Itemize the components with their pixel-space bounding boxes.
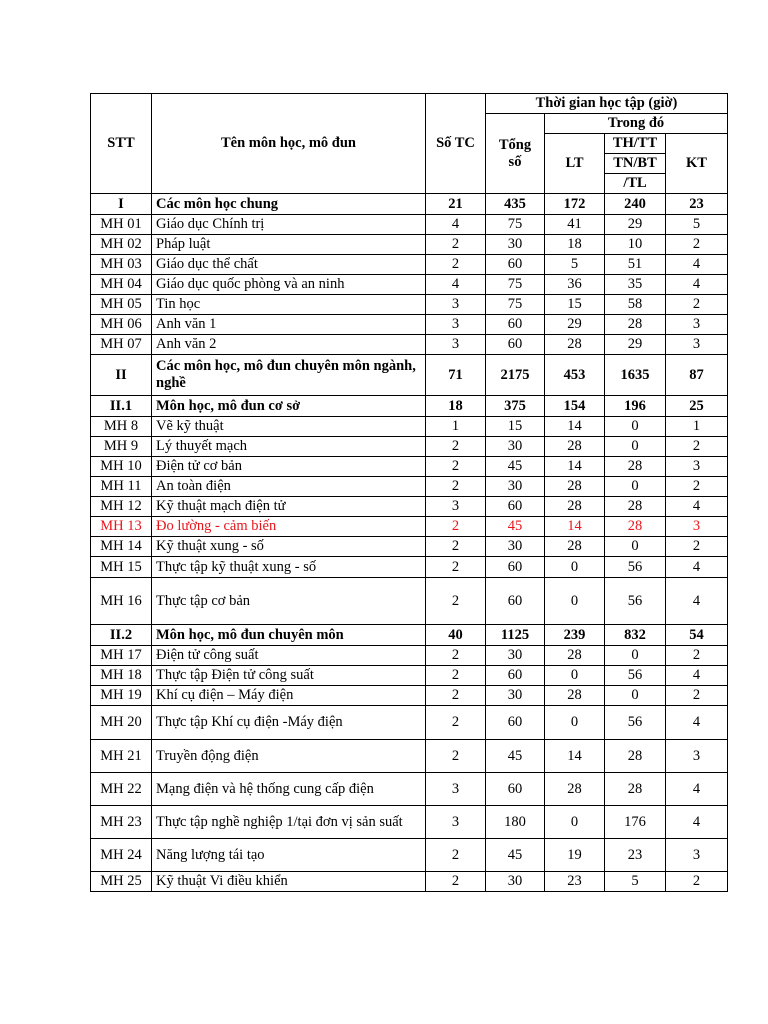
row-total-hours: 60 bbox=[486, 255, 545, 275]
row-credits: 3 bbox=[426, 315, 486, 335]
row-credits: 18 bbox=[426, 396, 486, 417]
row-credits: 2 bbox=[426, 646, 486, 666]
table-row bbox=[91, 537, 728, 557]
row-credits: 2 bbox=[426, 235, 486, 255]
row-th-hours: 832 bbox=[605, 625, 666, 646]
row-subject-name: Tin học bbox=[152, 295, 426, 315]
row-credits: 2 bbox=[426, 740, 486, 773]
row-subject-name: Giáo dục Chính trị bbox=[152, 215, 426, 235]
row-credits: 3 bbox=[426, 773, 486, 806]
table-row bbox=[91, 806, 728, 839]
row-total-hours: 60 bbox=[486, 335, 545, 355]
row-credits: 3 bbox=[426, 295, 486, 315]
table-row bbox=[91, 839, 728, 872]
row-credits: 2 bbox=[426, 666, 486, 686]
row-lt-hours: 14 bbox=[545, 517, 605, 537]
row-subject-name: Thực tập Điện tử công suất bbox=[152, 666, 426, 686]
row-credits: 2 bbox=[426, 686, 486, 706]
row-subject-name: Giáo dục quốc phòng và an ninh bbox=[152, 275, 426, 295]
row-stt: MH 15 bbox=[91, 557, 152, 578]
table-row bbox=[91, 557, 728, 578]
row-kt-hours: 1 bbox=[666, 417, 728, 437]
row-stt: MH 19 bbox=[91, 686, 152, 706]
table-row bbox=[91, 740, 728, 773]
row-total-hours: 375 bbox=[486, 396, 545, 417]
row-subject-name: Kỹ thuật xung - số bbox=[152, 537, 426, 557]
row-th-hours: 56 bbox=[605, 666, 666, 686]
row-kt-hours: 87 bbox=[666, 355, 728, 396]
header-stt: STT bbox=[91, 94, 152, 194]
row-subject-name: Anh văn 2 bbox=[152, 335, 426, 355]
row-lt-hours: 0 bbox=[545, 666, 605, 686]
header-subject-name: Tên môn học, mô đun bbox=[152, 94, 426, 194]
table-row bbox=[91, 666, 728, 686]
row-th-hours: 56 bbox=[605, 578, 666, 625]
header-lt: LT bbox=[545, 134, 605, 194]
row-lt-hours: 19 bbox=[545, 839, 605, 872]
row-th-hours: 28 bbox=[605, 517, 666, 537]
row-total-hours: 1125 bbox=[486, 625, 545, 646]
row-th-hours: 0 bbox=[605, 437, 666, 457]
row-credits: 2 bbox=[426, 557, 486, 578]
row-kt-hours: 3 bbox=[666, 457, 728, 477]
row-stt: MH 8 bbox=[91, 417, 152, 437]
table-row bbox=[91, 625, 728, 646]
row-stt: MH 07 bbox=[91, 335, 152, 355]
row-total-hours: 2175 bbox=[486, 355, 545, 396]
row-th-hours: 0 bbox=[605, 417, 666, 437]
row-th-hours: 0 bbox=[605, 646, 666, 666]
row-credits: 3 bbox=[426, 806, 486, 839]
row-subject-name: Môn học, mô đun chuyên môn bbox=[152, 625, 426, 646]
row-th-hours: 28 bbox=[605, 773, 666, 806]
row-th-hours: 0 bbox=[605, 686, 666, 706]
row-subject-name: Mạng điện và hệ thống cung cấp điện bbox=[152, 773, 426, 806]
row-th-hours: 35 bbox=[605, 275, 666, 295]
row-credits: 2 bbox=[426, 839, 486, 872]
row-stt: MH 23 bbox=[91, 806, 152, 839]
row-total-hours: 30 bbox=[486, 646, 545, 666]
header-th-line3: /TL bbox=[605, 174, 666, 194]
table-row bbox=[91, 355, 728, 396]
row-stt: MH 04 bbox=[91, 275, 152, 295]
row-kt-hours: 4 bbox=[666, 666, 728, 686]
row-kt-hours: 4 bbox=[666, 255, 728, 275]
row-lt-hours: 29 bbox=[545, 315, 605, 335]
row-subject-name: Lý thuyết mạch bbox=[152, 437, 426, 457]
row-kt-hours: 3 bbox=[666, 740, 728, 773]
table-row bbox=[91, 497, 728, 517]
row-stt: MH 02 bbox=[91, 235, 152, 255]
row-total-hours: 180 bbox=[486, 806, 545, 839]
row-subject-name: Thực tập kỹ thuật xung - số bbox=[152, 557, 426, 578]
row-credits: 2 bbox=[426, 255, 486, 275]
table-row bbox=[91, 417, 728, 437]
row-lt-hours: 28 bbox=[545, 497, 605, 517]
row-kt-hours: 4 bbox=[666, 806, 728, 839]
row-stt: MH 9 bbox=[91, 437, 152, 457]
row-total-hours: 60 bbox=[486, 666, 545, 686]
row-credits: 2 bbox=[426, 706, 486, 740]
row-total-hours: 45 bbox=[486, 839, 545, 872]
row-kt-hours: 4 bbox=[666, 557, 728, 578]
row-kt-hours: 4 bbox=[666, 275, 728, 295]
row-subject-name: Đo lường - cảm biến bbox=[152, 517, 426, 537]
row-th-hours: 28 bbox=[605, 315, 666, 335]
row-kt-hours: 4 bbox=[666, 773, 728, 806]
row-total-hours: 75 bbox=[486, 215, 545, 235]
row-lt-hours: 41 bbox=[545, 215, 605, 235]
row-subject-name: Khí cụ điện – Máy điện bbox=[152, 686, 426, 706]
table-row bbox=[91, 686, 728, 706]
row-stt: I bbox=[91, 194, 152, 215]
row-stt: MH 05 bbox=[91, 295, 152, 315]
row-stt: MH 10 bbox=[91, 457, 152, 477]
row-th-hours: 56 bbox=[605, 706, 666, 740]
table-row bbox=[91, 215, 728, 235]
row-lt-hours: 239 bbox=[545, 625, 605, 646]
row-total-hours: 75 bbox=[486, 295, 545, 315]
row-kt-hours: 3 bbox=[666, 315, 728, 335]
row-kt-hours: 3 bbox=[666, 335, 728, 355]
row-credits: 2 bbox=[426, 537, 486, 557]
row-stt: MH 20 bbox=[91, 706, 152, 740]
row-th-hours: 29 bbox=[605, 215, 666, 235]
row-stt: MH 18 bbox=[91, 666, 152, 686]
row-total-hours: 30 bbox=[486, 235, 545, 255]
table-row bbox=[91, 646, 728, 666]
row-th-hours: 51 bbox=[605, 255, 666, 275]
table-row bbox=[91, 335, 728, 355]
row-subject-name: Giáo dục thể chất bbox=[152, 255, 426, 275]
row-subject-name: Kỹ thuật mạch điện tử bbox=[152, 497, 426, 517]
row-kt-hours: 4 bbox=[666, 497, 728, 517]
row-total-hours: 30 bbox=[486, 872, 545, 892]
header-kt: KT bbox=[666, 134, 728, 194]
row-kt-hours: 2 bbox=[666, 235, 728, 255]
row-total-hours: 60 bbox=[486, 578, 545, 625]
row-kt-hours: 3 bbox=[666, 839, 728, 872]
row-th-hours: 58 bbox=[605, 295, 666, 315]
table-row bbox=[91, 396, 728, 417]
table-row bbox=[91, 255, 728, 275]
row-th-hours: 28 bbox=[605, 457, 666, 477]
row-credits: 3 bbox=[426, 497, 486, 517]
row-total-hours: 15 bbox=[486, 417, 545, 437]
row-credits: 2 bbox=[426, 477, 486, 497]
row-subject-name: Môn học, mô đun cơ sở bbox=[152, 396, 426, 417]
row-th-hours: 0 bbox=[605, 477, 666, 497]
row-th-hours: 240 bbox=[605, 194, 666, 215]
table-row bbox=[91, 235, 728, 255]
row-th-hours: 10 bbox=[605, 235, 666, 255]
row-kt-hours: 2 bbox=[666, 686, 728, 706]
row-total-hours: 60 bbox=[486, 497, 545, 517]
row-stt: MH 06 bbox=[91, 315, 152, 335]
row-stt: MH 11 bbox=[91, 477, 152, 497]
row-total-hours: 60 bbox=[486, 773, 545, 806]
row-subject-name: Truyền động điện bbox=[152, 740, 426, 773]
row-kt-hours: 3 bbox=[666, 517, 728, 537]
row-subject-name: Năng lượng tái tạo bbox=[152, 839, 426, 872]
row-subject-name: Thực tập cơ bản bbox=[152, 578, 426, 625]
row-subject-name: Pháp luật bbox=[152, 235, 426, 255]
row-credits: 1 bbox=[426, 417, 486, 437]
row-total-hours: 45 bbox=[486, 457, 545, 477]
table-row bbox=[91, 295, 728, 315]
row-stt: II.1 bbox=[91, 396, 152, 417]
row-lt-hours: 15 bbox=[545, 295, 605, 315]
row-stt: MH 22 bbox=[91, 773, 152, 806]
row-subject-name: Thực tập Khí cụ điện -Máy điện bbox=[152, 706, 426, 740]
row-lt-hours: 0 bbox=[545, 578, 605, 625]
table-row bbox=[91, 457, 728, 477]
row-lt-hours: 0 bbox=[545, 706, 605, 740]
row-subject-name: Điện tử công suất bbox=[152, 646, 426, 666]
row-kt-hours: 2 bbox=[666, 537, 728, 557]
row-kt-hours: 4 bbox=[666, 706, 728, 740]
row-subject-name: Điện tử cơ bản bbox=[152, 457, 426, 477]
row-lt-hours: 172 bbox=[545, 194, 605, 215]
row-th-hours: 5 bbox=[605, 872, 666, 892]
row-kt-hours: 2 bbox=[666, 646, 728, 666]
row-lt-hours: 28 bbox=[545, 646, 605, 666]
table-row bbox=[91, 773, 728, 806]
row-stt: II.2 bbox=[91, 625, 152, 646]
row-stt: MH 12 bbox=[91, 497, 152, 517]
row-total-hours: 45 bbox=[486, 740, 545, 773]
row-kt-hours: 2 bbox=[666, 295, 728, 315]
row-lt-hours: 18 bbox=[545, 235, 605, 255]
row-subject-name: Các môn học, mô đun chuyên môn ngành, nghề bbox=[152, 355, 426, 396]
row-credits: 2 bbox=[426, 872, 486, 892]
row-subject-name: Vẽ kỹ thuật bbox=[152, 417, 426, 437]
table-row bbox=[91, 315, 728, 335]
row-total-hours: 60 bbox=[486, 315, 545, 335]
row-kt-hours: 2 bbox=[666, 872, 728, 892]
curriculum-table bbox=[90, 93, 728, 892]
row-lt-hours: 28 bbox=[545, 437, 605, 457]
table-row bbox=[91, 578, 728, 625]
row-stt: MH 24 bbox=[91, 839, 152, 872]
row-credits: 4 bbox=[426, 215, 486, 235]
row-subject-name: Các môn học chung bbox=[152, 194, 426, 215]
table-row bbox=[91, 517, 728, 537]
row-th-hours: 23 bbox=[605, 839, 666, 872]
row-kt-hours: 2 bbox=[666, 437, 728, 457]
row-stt: MH 21 bbox=[91, 740, 152, 773]
row-lt-hours: 28 bbox=[545, 335, 605, 355]
row-kt-hours: 2 bbox=[666, 477, 728, 497]
row-lt-hours: 28 bbox=[545, 477, 605, 497]
row-credits: 2 bbox=[426, 457, 486, 477]
row-total-hours: 30 bbox=[486, 477, 545, 497]
row-kt-hours: 4 bbox=[666, 578, 728, 625]
row-lt-hours: 14 bbox=[545, 457, 605, 477]
row-th-hours: 56 bbox=[605, 557, 666, 578]
table-header bbox=[91, 94, 728, 194]
row-credits: 3 bbox=[426, 335, 486, 355]
row-total-hours: 75 bbox=[486, 275, 545, 295]
table-row bbox=[91, 477, 728, 497]
table-body bbox=[91, 194, 728, 892]
header-credits: Số TC bbox=[426, 94, 486, 194]
header-th-line2: TN/BT bbox=[605, 154, 666, 174]
row-lt-hours: 5 bbox=[545, 255, 605, 275]
row-stt: MH 17 bbox=[91, 646, 152, 666]
row-lt-hours: 154 bbox=[545, 396, 605, 417]
row-th-hours: 28 bbox=[605, 740, 666, 773]
row-lt-hours: 28 bbox=[545, 686, 605, 706]
row-lt-hours: 14 bbox=[545, 417, 605, 437]
row-credits: 2 bbox=[426, 517, 486, 537]
row-th-hours: 1635 bbox=[605, 355, 666, 396]
row-credits: 2 bbox=[426, 578, 486, 625]
row-subject-name: Kỹ thuật Vi điều khiển bbox=[152, 872, 426, 892]
table-row bbox=[91, 706, 728, 740]
row-total-hours: 60 bbox=[486, 706, 545, 740]
row-stt: MH 14 bbox=[91, 537, 152, 557]
row-total-hours: 435 bbox=[486, 194, 545, 215]
row-lt-hours: 0 bbox=[545, 557, 605, 578]
row-stt: MH 25 bbox=[91, 872, 152, 892]
row-lt-hours: 36 bbox=[545, 275, 605, 295]
row-kt-hours: 25 bbox=[666, 396, 728, 417]
row-credits: 4 bbox=[426, 275, 486, 295]
row-total-hours: 30 bbox=[486, 437, 545, 457]
row-credits: 71 bbox=[426, 355, 486, 396]
header-th-line1: TH/TT bbox=[605, 134, 666, 154]
row-kt-hours: 5 bbox=[666, 215, 728, 235]
table-row bbox=[91, 194, 728, 215]
row-lt-hours: 0 bbox=[545, 806, 605, 839]
row-total-hours: 45 bbox=[486, 517, 545, 537]
row-th-hours: 0 bbox=[605, 537, 666, 557]
row-th-hours: 28 bbox=[605, 497, 666, 517]
row-credits: 2 bbox=[426, 437, 486, 457]
table-row bbox=[91, 872, 728, 892]
row-stt: MH 16 bbox=[91, 578, 152, 625]
row-subject-name: An toàn điện bbox=[152, 477, 426, 497]
row-lt-hours: 28 bbox=[545, 537, 605, 557]
row-total-hours: 30 bbox=[486, 686, 545, 706]
row-kt-hours: 23 bbox=[666, 194, 728, 215]
row-stt: MH 03 bbox=[91, 255, 152, 275]
row-credits: 21 bbox=[426, 194, 486, 215]
row-stt: MH 13 bbox=[91, 517, 152, 537]
header-of-which: Trong đó bbox=[545, 114, 728, 134]
row-subject-name: Thực tập nghề nghiệp 1/tại đơn vị sản suất bbox=[152, 806, 426, 839]
row-kt-hours: 54 bbox=[666, 625, 728, 646]
header-total: Tổng số bbox=[486, 114, 545, 194]
row-th-hours: 176 bbox=[605, 806, 666, 839]
row-total-hours: 60 bbox=[486, 557, 545, 578]
row-stt: MH 01 bbox=[91, 215, 152, 235]
row-lt-hours: 28 bbox=[545, 773, 605, 806]
header-study-time: Thời gian học tập (giờ) bbox=[486, 94, 728, 114]
table-row bbox=[91, 437, 728, 457]
row-lt-hours: 453 bbox=[545, 355, 605, 396]
row-lt-hours: 23 bbox=[545, 872, 605, 892]
row-credits: 40 bbox=[426, 625, 486, 646]
row-th-hours: 29 bbox=[605, 335, 666, 355]
row-stt: II bbox=[91, 355, 152, 396]
row-th-hours: 196 bbox=[605, 396, 666, 417]
row-subject-name: Anh văn 1 bbox=[152, 315, 426, 335]
row-total-hours: 30 bbox=[486, 537, 545, 557]
row-lt-hours: 14 bbox=[545, 740, 605, 773]
table-row bbox=[91, 275, 728, 295]
